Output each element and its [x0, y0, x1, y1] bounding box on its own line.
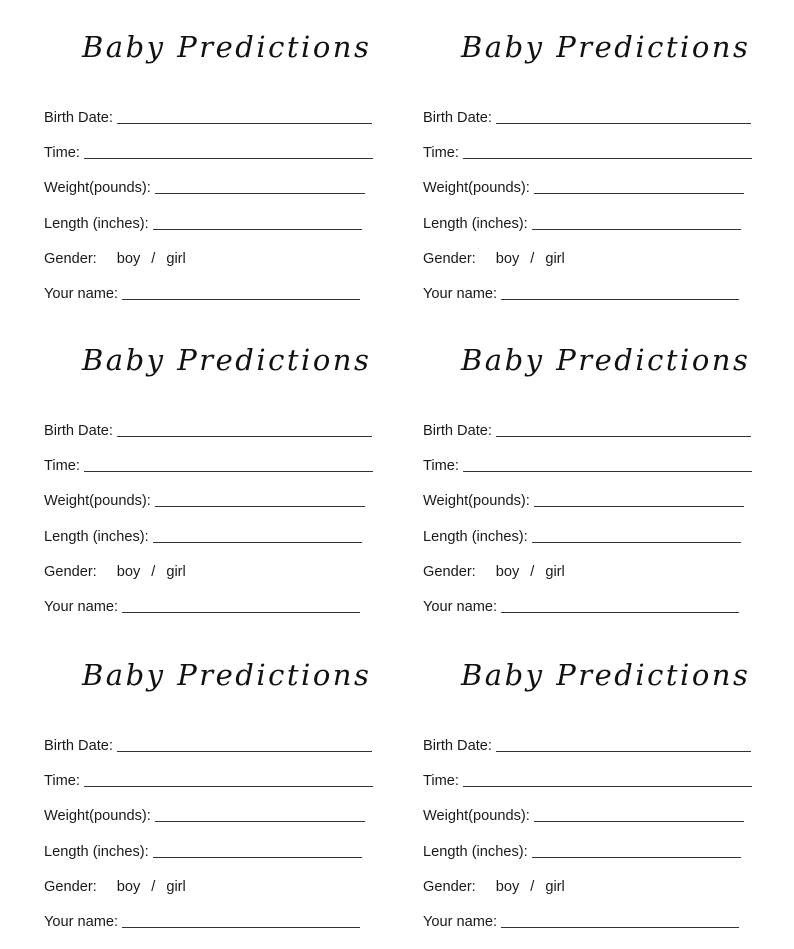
- gender-separator: /: [151, 251, 156, 267]
- gender-label: Gender:: [423, 251, 476, 267]
- gender-option-boy[interactable]: boy: [495, 879, 520, 895]
- time-blank-line[interactable]: [463, 158, 752, 159]
- your-name-row: [423, 283, 739, 303]
- card-title: Baby Predictions: [461, 30, 751, 64]
- gender-option-girl[interactable]: girl: [545, 879, 565, 895]
- weight-label: Weight(pounds):: [44, 180, 151, 196]
- gender-row: [423, 248, 565, 268]
- gender-option-boy[interactable]: boy: [116, 251, 141, 267]
- time-label: Time:: [423, 145, 459, 161]
- your-name-label: Your name:: [44, 286, 119, 302]
- gender-option-girl[interactable]: girl: [545, 251, 565, 267]
- weight-label: Weight(pounds):: [44, 493, 151, 509]
- time-row: [423, 142, 752, 162]
- time-row: [44, 455, 373, 475]
- length-row: [423, 841, 741, 861]
- gender-row: [423, 561, 565, 581]
- gender-label: Gender:: [44, 251, 97, 267]
- length-blank-line[interactable]: [153, 229, 362, 230]
- birth-date-row: [44, 107, 372, 127]
- gender-label: Gender:: [44, 879, 97, 895]
- time-label: Time:: [44, 773, 80, 789]
- birth-date-row: [423, 107, 751, 127]
- your-name-blank-line[interactable]: [501, 299, 739, 300]
- weight-blank-line[interactable]: [155, 506, 365, 507]
- gender-option-boy[interactable]: boy: [116, 879, 141, 895]
- time-row: [44, 142, 373, 162]
- time-row: [423, 770, 752, 790]
- length-row: [44, 841, 362, 861]
- length-row: [44, 526, 362, 546]
- weight-label: Weight(pounds):: [423, 493, 530, 509]
- prediction-card: [44, 643, 384, 943]
- birth-date-blank-line[interactable]: [117, 436, 372, 437]
- time-blank-line[interactable]: [84, 786, 373, 787]
- your-name-row: [44, 596, 360, 616]
- length-blank-line[interactable]: [532, 857, 741, 858]
- time-label: Time:: [44, 458, 80, 474]
- your-name-blank-line[interactable]: [122, 927, 360, 928]
- gender-option-girl[interactable]: girl: [545, 564, 565, 580]
- gender-separator: /: [530, 564, 535, 580]
- birth-date-label: Birth Date:: [423, 110, 492, 126]
- gender-separator: /: [530, 879, 535, 895]
- prediction-card: [44, 15, 384, 315]
- gender-option-girl[interactable]: girl: [166, 251, 186, 267]
- gender-option-boy[interactable]: boy: [495, 251, 520, 267]
- time-blank-line[interactable]: [84, 158, 373, 159]
- birth-date-row: [423, 735, 751, 755]
- gender-option-girl[interactable]: girl: [166, 564, 186, 580]
- gender-option-girl[interactable]: girl: [166, 879, 186, 895]
- gender-separator: /: [530, 251, 535, 267]
- your-name-row: [423, 911, 739, 931]
- your-name-row: [44, 283, 360, 303]
- birth-date-blank-line[interactable]: [496, 436, 751, 437]
- time-row: [44, 770, 373, 790]
- your-name-row: [423, 596, 739, 616]
- your-name-blank-line[interactable]: [122, 612, 360, 613]
- your-name-blank-line[interactable]: [122, 299, 360, 300]
- time-label: Time:: [44, 145, 80, 161]
- time-label: Time:: [423, 458, 459, 474]
- card-title: Baby Predictions: [82, 343, 372, 377]
- birth-date-row: [44, 735, 372, 755]
- card-title: Baby Predictions: [461, 343, 751, 377]
- birth-date-label: Birth Date:: [423, 738, 492, 754]
- your-name-label: Your name:: [423, 599, 498, 615]
- time-blank-line[interactable]: [463, 786, 752, 787]
- length-row: [423, 526, 741, 546]
- length-blank-line[interactable]: [532, 542, 741, 543]
- card-title: Baby Predictions: [82, 658, 372, 692]
- gender-separator: /: [151, 879, 156, 895]
- gender-label: Gender:: [423, 564, 476, 580]
- prediction-card: [423, 15, 763, 315]
- length-label: Length (inches):: [423, 529, 528, 545]
- time-label: Time:: [423, 773, 459, 789]
- weight-blank-line[interactable]: [155, 193, 365, 194]
- weight-row: [44, 805, 365, 825]
- your-name-row: [44, 911, 360, 931]
- birth-date-label: Birth Date:: [423, 423, 492, 439]
- weight-label: Weight(pounds):: [44, 808, 151, 824]
- length-blank-line[interactable]: [153, 542, 362, 543]
- gender-separator: /: [151, 564, 156, 580]
- prediction-card: [423, 328, 763, 628]
- birth-date-label: Birth Date:: [44, 423, 113, 439]
- time-blank-line[interactable]: [84, 471, 373, 472]
- your-name-label: Your name:: [423, 286, 498, 302]
- weight-label: Weight(pounds):: [423, 808, 530, 824]
- your-name-label: Your name:: [44, 914, 119, 930]
- weight-row: [423, 805, 744, 825]
- birth-date-blank-line[interactable]: [496, 751, 751, 752]
- gender-row: [44, 248, 186, 268]
- birth-date-label: Birth Date:: [44, 738, 113, 754]
- weight-label: Weight(pounds):: [423, 180, 530, 196]
- time-row: [423, 455, 752, 475]
- your-name-label: Your name:: [423, 914, 498, 930]
- gender-option-boy[interactable]: boy: [116, 564, 141, 580]
- prediction-card: [44, 328, 384, 628]
- length-label: Length (inches):: [423, 216, 528, 232]
- birth-date-blank-line[interactable]: [117, 751, 372, 752]
- length-label: Length (inches):: [423, 844, 528, 860]
- weight-blank-line[interactable]: [534, 821, 744, 822]
- weight-row: [44, 177, 365, 197]
- weight-blank-line[interactable]: [534, 193, 744, 194]
- length-label: Length (inches):: [44, 529, 149, 545]
- your-name-blank-line[interactable]: [501, 927, 739, 928]
- gender-option-boy[interactable]: boy: [495, 564, 520, 580]
- your-name-blank-line[interactable]: [501, 612, 739, 613]
- weight-blank-line[interactable]: [155, 821, 365, 822]
- card-title: Baby Predictions: [461, 658, 751, 692]
- birth-date-row: [423, 420, 751, 440]
- your-name-label: Your name:: [44, 599, 119, 615]
- length-blank-line[interactable]: [153, 857, 362, 858]
- gender-row: [423, 876, 565, 896]
- gender-label: Gender:: [423, 879, 476, 895]
- length-label: Length (inches):: [44, 216, 149, 232]
- birth-date-row: [44, 420, 372, 440]
- birth-date-label: Birth Date:: [44, 110, 113, 126]
- time-blank-line[interactable]: [463, 471, 752, 472]
- gender-label: Gender:: [44, 564, 97, 580]
- gender-row: [44, 876, 186, 896]
- weight-row: [423, 490, 744, 510]
- prediction-card: [423, 643, 763, 943]
- length-row: [423, 213, 741, 233]
- birth-date-blank-line[interactable]: [496, 123, 751, 124]
- weight-row: [44, 490, 365, 510]
- card-title: Baby Predictions: [82, 30, 372, 64]
- weight-row: [423, 177, 744, 197]
- length-blank-line[interactable]: [532, 229, 741, 230]
- weight-blank-line[interactable]: [534, 506, 744, 507]
- length-label: Length (inches):: [44, 844, 149, 860]
- gender-row: [44, 561, 186, 581]
- birth-date-blank-line[interactable]: [117, 123, 372, 124]
- length-row: [44, 213, 362, 233]
